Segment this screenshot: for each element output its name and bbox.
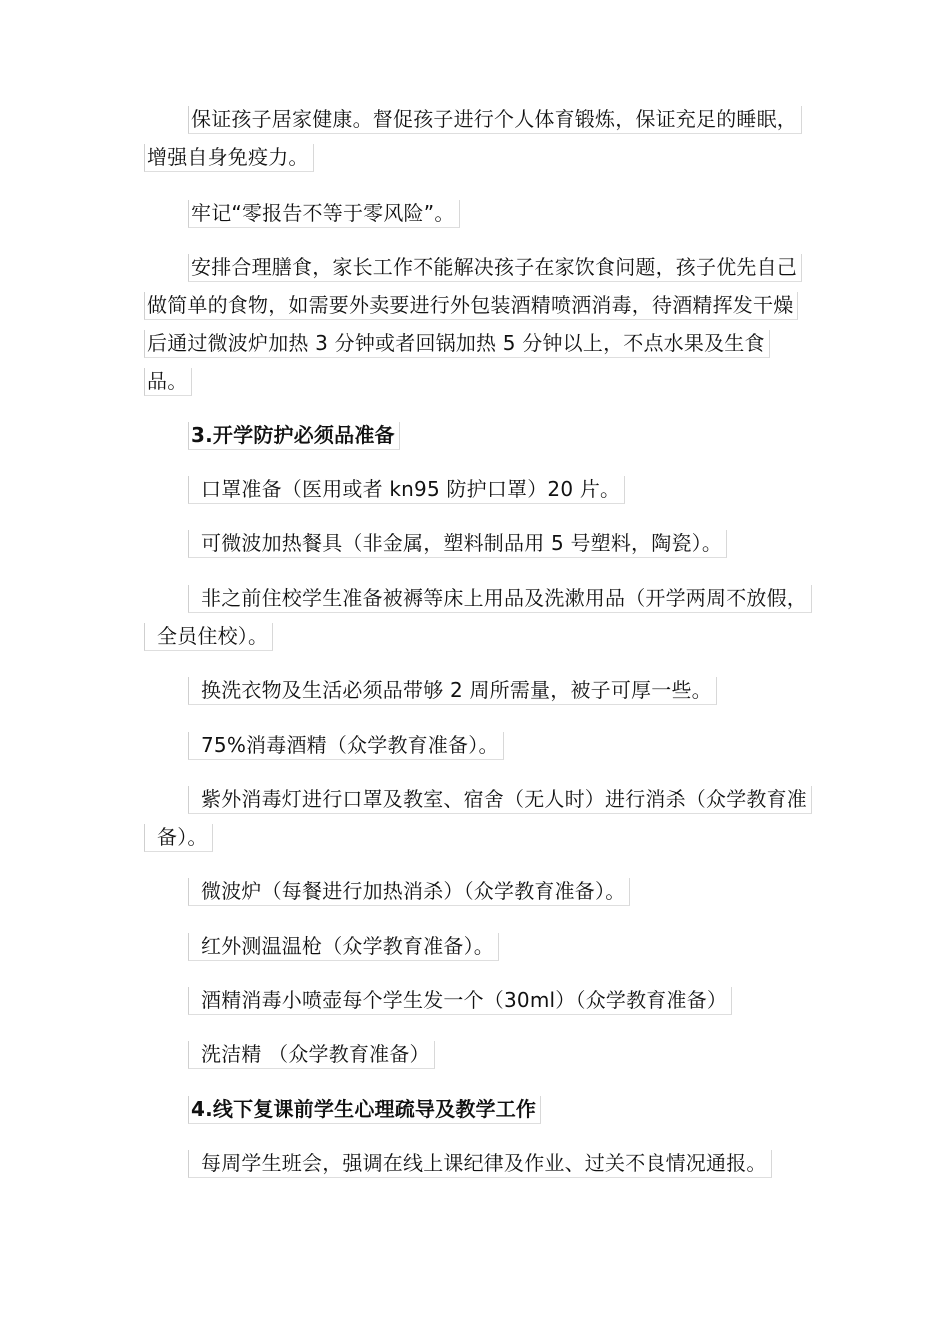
list-item (144, 927, 808, 965)
list-item-text: 非之前住校学生准备被褥等床上用品及洗漱用品（开学两周不放假，全员住校）。 (144, 585, 812, 651)
paragraph-text: 牢记“零报告不等于零风险”。 (188, 200, 460, 228)
paragraph-text: 保证孩子居家健康。督促孩子进行个人体育锻炼，保证充足的睡眠，增强自身免疫力。 (144, 106, 802, 172)
list-item-text: 洗洁精 （众学教育准备） (188, 1041, 435, 1069)
list-item (144, 470, 808, 508)
list-item (144, 671, 808, 709)
paragraph-zero-report (144, 194, 808, 232)
paragraph-diet (144, 248, 808, 400)
list-item (144, 780, 808, 856)
list-item-text: 每周学生班会，强调在线上课纪律及作业、过关不良情况通报。 (188, 1150, 772, 1178)
list-item-text: 红外测温温枪（众学教育准备）。 (188, 933, 499, 961)
list-item-text: 换洗衣物及生活必须品带够 2 周所需量，被子可厚一些。 (188, 677, 717, 705)
list-item (144, 1035, 808, 1073)
heading-text: 3.开学防护必须品准备 (188, 422, 400, 450)
list-item-text: 可微波加热餐具（非金属，塑料制品用 5 号塑料，陶瓷）。 (188, 530, 727, 558)
section-heading-3 (144, 416, 808, 454)
list-item (144, 726, 808, 764)
list-item-text: 紫外消毒灯进行口罩及教室、宿舍（无人时）进行消杀（众学教育准备）。 (144, 786, 812, 852)
list-item (144, 872, 808, 910)
paragraph-text: 安排合理膳食，家长工作不能解决孩子在家饮食问题，孩子优先自己做简单的食物，如需要外卖要进行外包装酒精喷洒消毒，待酒精挥发干燥后通过微波炉加热 3 分钟或者回锅加热 5 分钟以上，不点水果及生食品。 (144, 254, 802, 396)
list-item-text: 75%消毒酒精（众学教育准备）。 (188, 732, 504, 760)
list-item (144, 1144, 808, 1182)
list-item-text: 微波炉（每餐进行加热消杀）（众学教育准备）。 (188, 878, 630, 906)
list-item-text: 口罩准备（医用或者 kn95 防护口罩）20 片。 (188, 476, 625, 504)
list-item (144, 579, 808, 655)
paragraph-health (144, 100, 808, 176)
heading-text: 4.线下复课前学生心理疏导及教学工作 (188, 1096, 541, 1124)
list-item-text: 酒精消毒小喷壶每个学生发一个（30ml）（众学教育准备） (188, 987, 732, 1015)
list-item (144, 981, 808, 1019)
section-heading-4 (144, 1090, 808, 1128)
list-item (144, 524, 808, 562)
